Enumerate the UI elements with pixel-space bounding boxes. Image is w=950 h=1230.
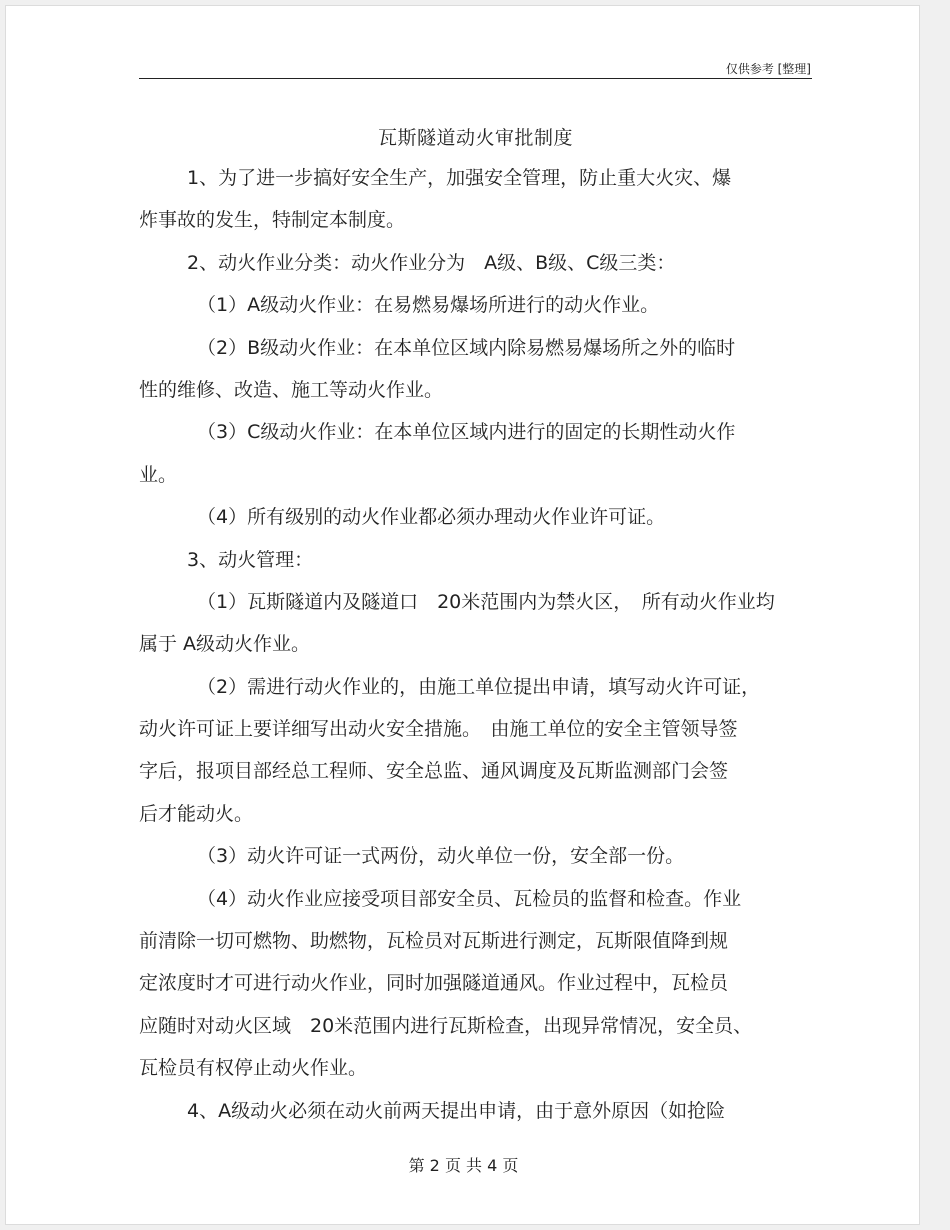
text-line: 瓦检员有权停止动火作业。 xyxy=(139,1057,368,1080)
text-line: （1）A级动火作业：在易燃易爆场所进行的动火作业。 xyxy=(197,294,660,317)
document-title: 瓦斯隧道动火审批制度 xyxy=(377,127,573,149)
page-number: 第 2 页 共 4 页 xyxy=(408,1156,519,1175)
text-line: （4）动火作业应接受项目部安全员、瓦检员的监督和检查。作业 xyxy=(197,887,742,910)
text-line: （3）动火许可证一式两份，动火单位一份，安全部一份。 xyxy=(197,845,685,868)
text-line: （1）瓦斯隧道内及隧道口 20米范围内为禁火区， 所有动火作业均 xyxy=(197,590,775,613)
text-line: （2）需进行动火作业的，由施工单位提出申请，填写动火许可证， xyxy=(197,675,761,698)
text-line: 3、动火管理： xyxy=(187,548,314,571)
text-line: 2、动火作业分类：动火作业分为 A级、B级、C级三类： xyxy=(187,251,676,274)
text-line: （4）所有级别的动火作业都必须办理动火作业许可证。 xyxy=(197,506,666,529)
text-line: 业。 xyxy=(139,463,178,486)
text-line: 应随时对动火区域 20米范围内进行瓦斯检查，出现异常情况，安全员、 xyxy=(139,1014,753,1037)
text-line: 后才能动火。 xyxy=(139,802,254,825)
text-line: 前清除一切可燃物、助燃物，瓦检员对瓦斯进行测定，瓦斯限值降到规 xyxy=(139,930,729,953)
text-line: 定浓度时才可进行动火作业，同时加强隧道通风。作业过程中，瓦检员 xyxy=(139,972,729,995)
text-line: 动火许可证上要详细写出动火安全措施。 由施工单位的安全主管领导签 xyxy=(139,718,738,741)
text-line: 性的维修、改造、施工等动火作业。 xyxy=(139,378,444,401)
text-line: （2）B级动火作业：在本单位区域内除易燃易爆场所之外的临时 xyxy=(197,336,736,359)
text-line: 4、A级动火必须在动火前两天提出申请，由于意外原因（如抢险 xyxy=(187,1099,726,1122)
text-line: 1、为了进一步搞好安全生产，加强安全管理，防止重大火灾、爆 xyxy=(187,167,732,189)
header-divider xyxy=(139,78,812,79)
text-line: 字后，报项目部经总工程师、安全总监、通风调度及瓦斯监测部门会签 xyxy=(139,760,729,783)
text-line: （3）C级动火作业：在本单位区域内进行的固定的长期性动火作 xyxy=(197,421,736,444)
header-note: 仅供参考 [整理] xyxy=(725,62,811,76)
text-line: 属于 A级动火作业。 xyxy=(139,633,311,656)
document-page xyxy=(5,5,920,1225)
document-body xyxy=(139,157,819,1132)
text-line: 炸事故的发生，特制定本制度。 xyxy=(139,209,406,232)
